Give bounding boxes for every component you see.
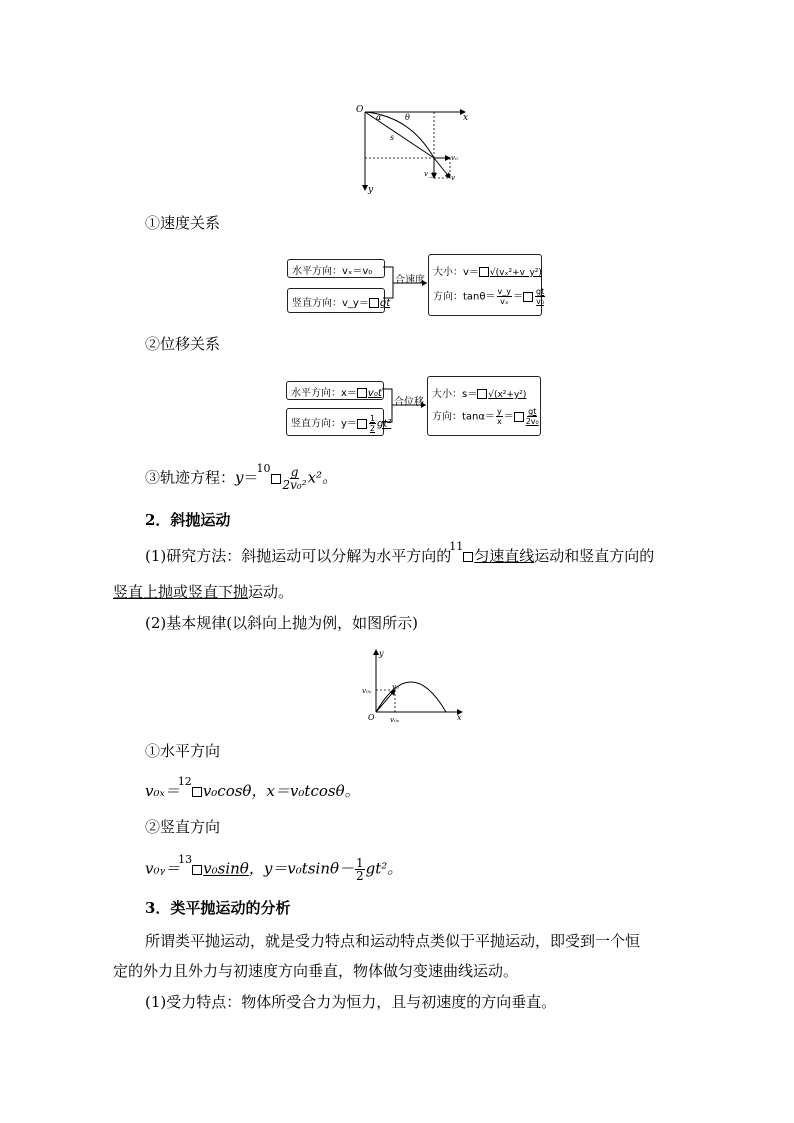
disp-dir-frac-den: x <box>496 417 502 426</box>
section2-p1-line2 <box>113 582 293 602</box>
blank-11-box <box>463 552 473 562</box>
speed-heading: ①速度关系 <box>145 214 221 232</box>
trajectory-tail: x²。 <box>307 468 338 487</box>
trajectory-prefix: ③轨迹方程： <box>145 468 236 487</box>
trajectory-eq: ＝ <box>243 468 259 487</box>
blank-12-answer: v₀cosθ <box>202 782 252 800</box>
speed-dir-frac-den: vₓ <box>500 297 509 306</box>
horizontal-rest: ，x＝v₀tcosθ。 <box>251 782 360 800</box>
disp-size-answer: √(x²+y²) <box>488 390 527 400</box>
blank-05-box <box>523 292 533 302</box>
fig1-s: s <box>390 133 395 142</box>
vertical-rest-b: gt²。 <box>365 859 403 878</box>
speed-dir-prefix: 方向：tanθ＝ <box>433 291 496 303</box>
section2-p1-line2-underlined: 竖直上抛或竖直下抛 <box>113 583 249 601</box>
speed-dir-answer-den: v₀ <box>536 297 545 306</box>
fig2-x-label: x <box>457 713 462 722</box>
vertical-rest-a: ，y＝v₀tsinθ－ <box>248 859 355 878</box>
disp-dir-eq: ＝ <box>503 411 514 423</box>
blank-11-number: 11 <box>449 540 464 553</box>
fig1-v0: v₀ <box>451 154 458 162</box>
section3-p2: (1)受力特点：物体所受合力为恒力，且与初速度的方向垂直。 <box>145 993 557 1011</box>
speed-dir-frac-num: v_y <box>497 287 511 296</box>
disp-vertical-tail: gt² <box>377 418 392 430</box>
section2-p1-a: (1)研究方法：斜抛运动可以分解为水平方向的 <box>145 547 452 565</box>
displacement-heading: ②位移关系 <box>145 335 221 353</box>
disp-combine-label: 合位移 <box>394 397 424 408</box>
disp-dir-prefix: 方向：tanα＝ <box>432 411 495 423</box>
fig1-y-label: y <box>368 185 374 195</box>
fig1-theta: θ <box>405 113 410 122</box>
disp-vertical-prefix: 竖直方向：y＝ <box>291 418 357 430</box>
vertical-lhs: v₀ᵧ＝ <box>145 859 181 878</box>
speed-horizontal-box <box>287 259 385 278</box>
speed-result-box <box>428 254 545 316</box>
disp-horizontal-prefix: 水平方向：x＝ <box>291 388 357 399</box>
trajectory-y: y <box>235 468 244 487</box>
fig2-origin: O <box>368 713 375 722</box>
blank-10-box <box>271 474 281 484</box>
blank-12-box <box>192 787 202 797</box>
blank-04-box <box>479 267 489 277</box>
speed-size-prefix: 大小：v＝ <box>433 267 479 278</box>
section2-p2: (2)基本规律(以斜向上抛为例，如图所示) <box>145 614 418 632</box>
disp-vertical-den: 2 <box>369 424 376 433</box>
fig1-alpha: α <box>376 113 382 122</box>
blank-13-box <box>192 865 202 875</box>
section3-p1-line1: 所谓类平抛运动，就是受力特点和运动特点类似于平抛运动，即受到一个恒 <box>145 932 641 950</box>
blank-08-box <box>477 389 487 399</box>
disp-dir-answer-num: gt <box>528 407 537 416</box>
fig1-origin: O <box>356 105 364 115</box>
disp-horizontal-box <box>286 381 384 400</box>
blank-06-box <box>357 388 367 398</box>
speed-dir-eq: ＝ <box>512 291 523 303</box>
disp-size-prefix: 大小：s＝ <box>432 389 478 400</box>
blank-03-box <box>369 298 379 308</box>
section2-heading: 2．斜抛运动 <box>145 511 231 529</box>
section3-p1-line2: 定的外力且外力与初速度方向垂直，物体做匀变速曲线运动。 <box>113 962 519 980</box>
blank-07-box <box>357 419 367 429</box>
vertical-frac-den: 2 <box>356 869 364 883</box>
speed-vertical-answer: gt <box>379 298 391 309</box>
trajectory-num: g <box>290 465 299 479</box>
speed-vertical-prefix: 竖直方向：v_y＝ <box>292 298 369 309</box>
blank-13-number: 13 <box>178 852 193 866</box>
horizontal-lhs: v₀ₓ＝ <box>145 782 180 800</box>
speed-horizontal-text: 水平方向：vₓ＝v₀ <box>292 266 373 277</box>
trajectory-line <box>145 461 338 492</box>
blank-12-number: 12 <box>177 775 192 788</box>
speed-combine-label: 合速度 <box>395 275 425 286</box>
blank-09-box <box>514 412 524 422</box>
disp-result-box <box>427 376 541 436</box>
section3-heading: 3．类平抛运动的分析 <box>145 899 291 917</box>
horizontal-dir-formula <box>145 775 360 803</box>
fig2-v0y: v₀ᵧ <box>362 687 372 695</box>
vertical-dir-formula <box>145 852 403 883</box>
fig1-v: v <box>451 174 455 182</box>
blank-11-answer: 匀速直线 <box>474 547 535 565</box>
projectile-velocity-diagram <box>350 100 480 195</box>
fig2-v0x: v₀ₓ <box>390 716 400 724</box>
disp-vertical-box <box>286 408 392 436</box>
section2-p1-line1 <box>145 540 655 568</box>
speed-dir-answer-num: gt <box>535 287 545 296</box>
speed-vertical-box <box>287 288 391 313</box>
disp-dir-frac-num: y <box>496 407 502 416</box>
fig2-y-label: y <box>379 649 384 658</box>
vertical-frac-num: 1 <box>356 856 364 870</box>
oblique-projectile-diagram <box>360 646 470 726</box>
vertical-dir-heading: ②竖直方向 <box>145 818 221 836</box>
blank-13-answer: v₀sinθ <box>203 859 249 878</box>
speed-size-answer: √(vₓ²+v_y²) <box>489 268 542 278</box>
disp-dir-answer-den: 2v₀ <box>525 417 539 426</box>
fig1-vy: v_y <box>424 170 436 178</box>
blank-10-number: 10 <box>256 461 271 475</box>
section2-p1-line2-rest: 运动。 <box>248 583 294 601</box>
fig2-v0: v₀ <box>392 683 399 691</box>
trajectory-den: 2v₀² <box>282 478 307 492</box>
disp-vertical-num: 1 <box>369 414 376 423</box>
disp-horizontal-answer: v₀t <box>367 388 382 399</box>
section2-p1-b: 运动和竖直方向的 <box>534 547 655 565</box>
fig1-x-label: x <box>463 113 469 123</box>
horizontal-dir-heading: ①水平方向 <box>145 742 221 760</box>
